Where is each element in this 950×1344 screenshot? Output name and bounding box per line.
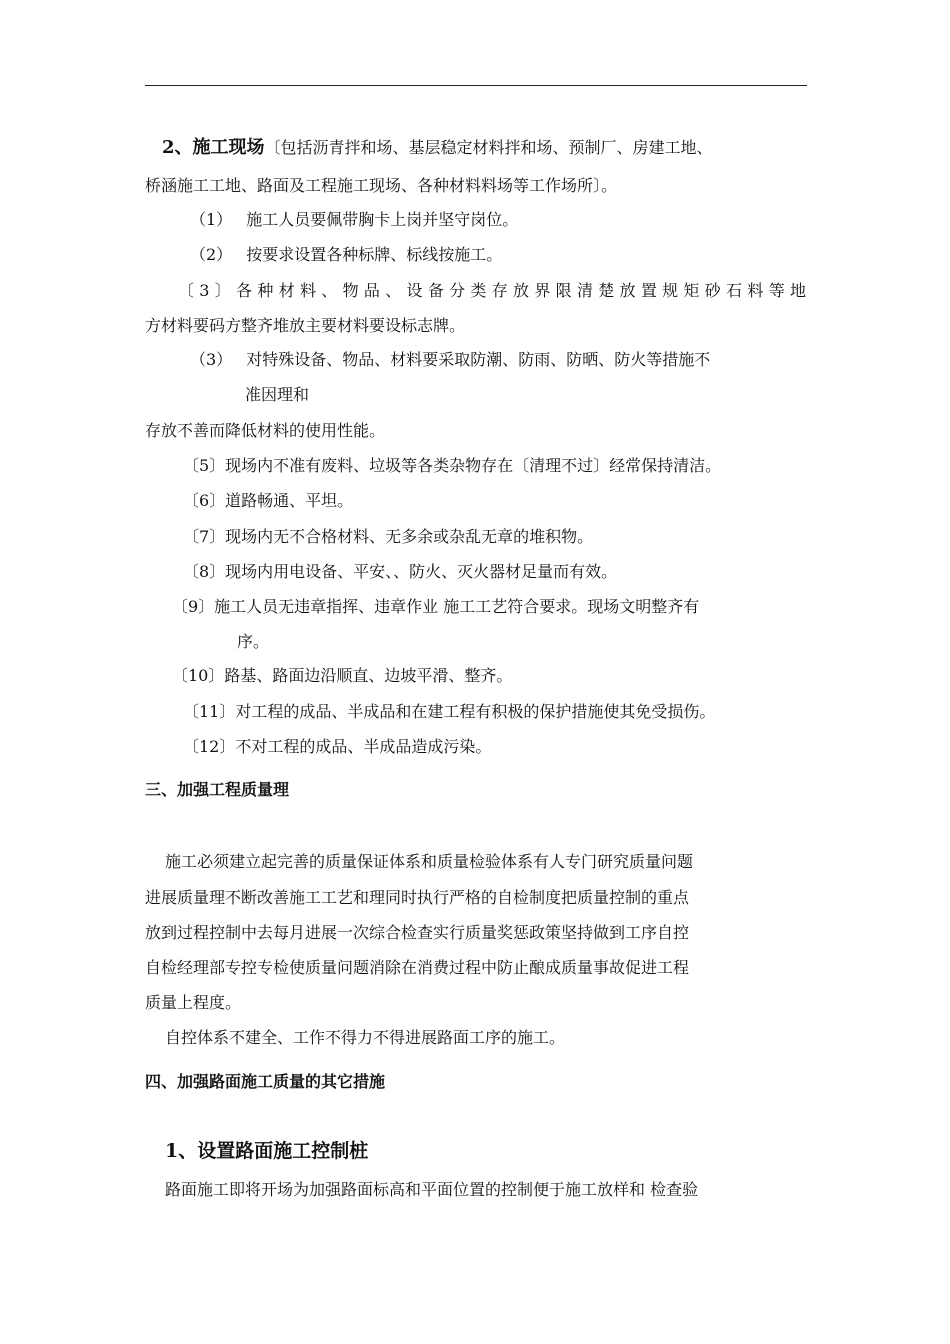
section3-paragraph-line: 施工必须建立起完善的质量保证体系和质量检验体系有人专门研究质量问题 — [165, 852, 694, 871]
section4-paragraph-line: 路面施工即将开场为加强路面标高和平面位置的控制便于施工放样和 检查验 — [165, 1180, 699, 1199]
section3-heading: 三、加强工程质量理 — [145, 780, 290, 799]
list-item — [190, 210, 518, 230]
section4-subheading: 1、设置路面施工控制桩 — [165, 1140, 369, 1162]
section2-intro-line2: 桥涵施工工地、路面及工程施工现场、各种材料料场等工作场所〕。 — [145, 176, 618, 195]
section3-paragraph-2: 自控体系不建全、工作不得力不得进展路面工序的施工。 — [165, 1028, 566, 1047]
section3-paragraph-line: 质量上程度。 — [145, 993, 242, 1012]
item-number: （1） — [190, 210, 233, 229]
section2-heading: 2、施工现场 — [162, 137, 265, 158]
list-item: 〔7〕现场内无不合格材料、无多余或杂乱无章的堆积物。 — [183, 527, 594, 546]
section4-heading: 四、加强路面施工质量的其它措施 — [145, 1072, 386, 1091]
list-item: 〔3〕各种材料、物品、设备分类存放界限清楚放置规矩砂石料等地 — [178, 281, 806, 300]
item-text: 施工人员要佩带胸卡上岗并坚守岗位。 — [246, 210, 519, 229]
item-text: 对特殊设备、物品、材料要采取防潮、防雨、防晒、防火等措施不 — [246, 350, 711, 369]
list-item-continuation: 方材料要码方整齐堆放主要材料要设标志牌。 — [145, 316, 466, 335]
section2-intro-line1: 〔包括沥青拌和场、基层稳定材料拌和场、预制厂、房建工地、 — [264, 138, 713, 157]
item-number: （3） — [190, 350, 233, 369]
list-item: 〔6〕道路畅通、平坦。 — [183, 491, 354, 510]
header-rule — [145, 85, 807, 86]
list-item — [190, 245, 502, 265]
list-item: 〔9〕施工人员无违章指挥、违章作业 施工工艺符合要求。现场文明整齐有 — [172, 597, 700, 616]
list-item: 〔12〕不对工程的成品、半成品造成污染。 — [183, 737, 492, 756]
list-item-continuation: 存放不善而降低材料的使用性能。 — [145, 421, 386, 440]
section3-paragraph-line: 自检经理部专控专检使质量问题消除在消费过程中防止酿成质量事故促进工程 — [145, 958, 690, 977]
list-item: 〔8〕现场内用电设备、平安、、防火、灭火器材足量而有效。 — [183, 562, 618, 581]
item-text: 按要求设置各种标牌、标线按施工。 — [246, 245, 503, 264]
list-item — [190, 350, 710, 370]
item-number: （2） — [190, 245, 233, 264]
section2-heading-line — [162, 138, 713, 158]
list-item: 〔5〕现场内不准有废料、垃圾等各类杂物存在〔清理不过〕经常保持清洁。 — [183, 456, 722, 475]
list-item: 〔10〕路基、路面边沿顺直、边坡平滑、整齐。 — [172, 666, 513, 685]
section3-paragraph-line: 放到过程控制中去每月进展一次综合检查实行质量奖惩政策坚持做到工序自控 — [145, 923, 690, 942]
list-item-continuation: 准因理和 — [245, 385, 310, 404]
list-item: 〔11〕对工程的成品、半成品和在建工程有积极的保护措施使其免受损伤。 — [183, 702, 716, 721]
list-item-continuation: 序。 — [237, 632, 270, 651]
section3-paragraph-line: 进展质量理不断改善施工工艺和理同时执行严格的自检制度把质量控制的重点 — [145, 888, 690, 907]
